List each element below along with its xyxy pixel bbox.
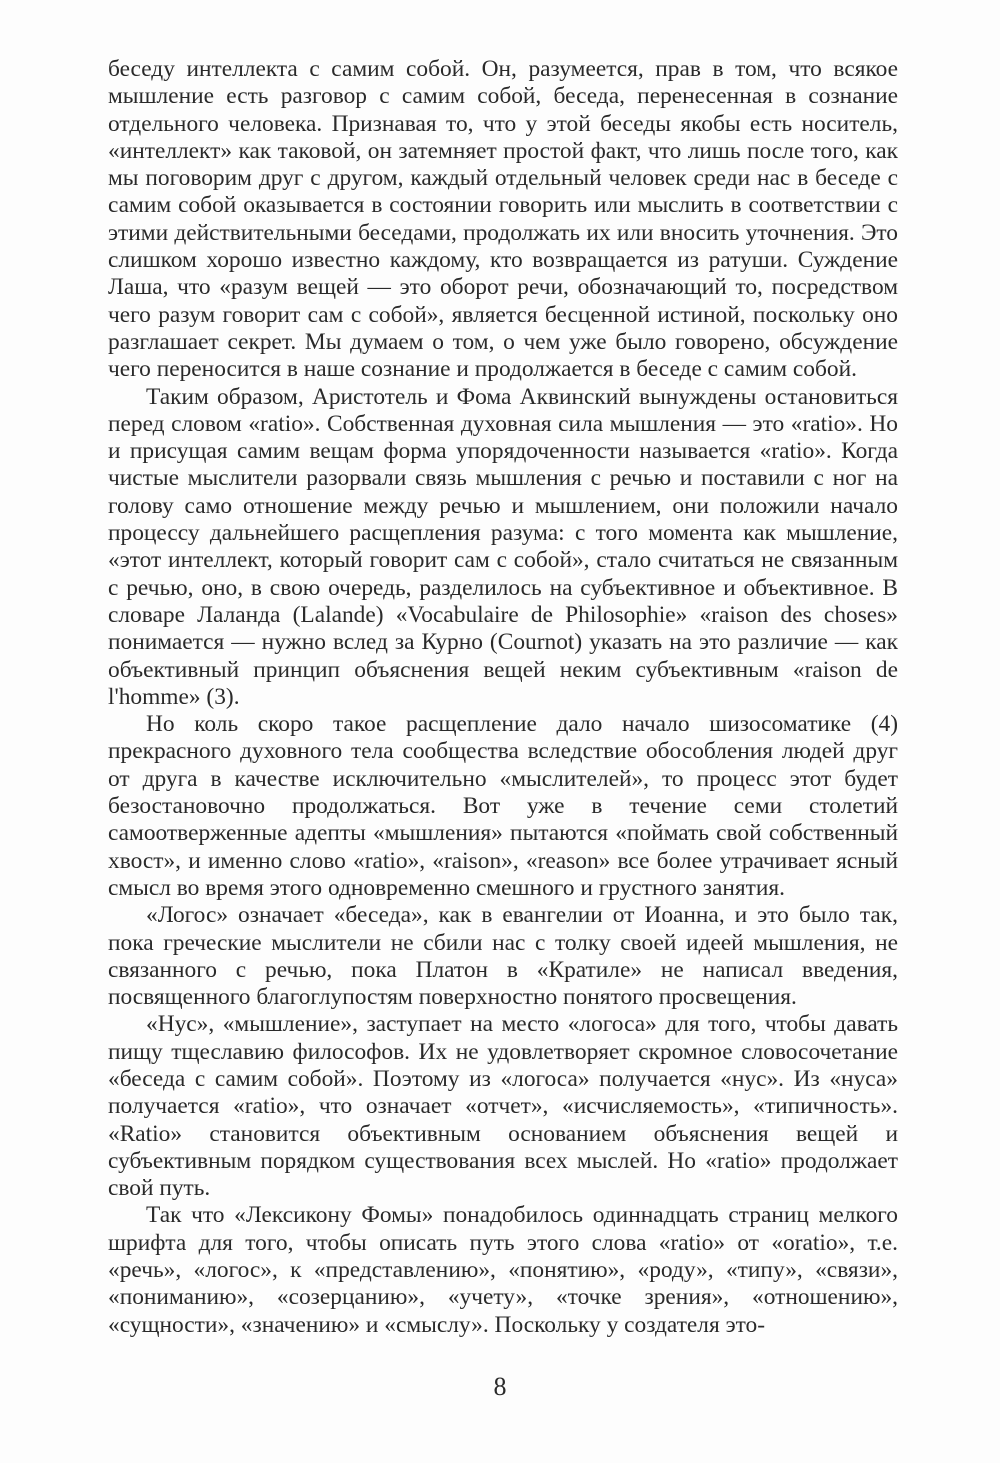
page-number: 8 [493,1372,507,1401]
paragraph-6: Так что «Лексикону Фомы» понадобилось одиннадцать страниц мелкого шрифта для того, чтобы описать путь этого слова «ratio» от «oratio», т.е. «речь», «логос», к «представлению», «понятию», «роду», «типу», «связи», «пониманию», «созерцанию», «учету», «точке зрения», «отношению», «сущности», «значению» и «смыслу». Поскольку у создателя это- [108,1202,898,1338]
body-text [108,56,898,1339]
paragraph-1: беседу интеллекта с самим собой. Он, разумеется, прав в том, что всякое мышление есть разговор с самим собой, беседа, перенесенная в сознание отдельного человека. Признавая то, что у этой беседы якобы есть носитель, «интеллект» как таковой, он затемняет простой факт, что лишь после того, как мы поговорим друг с другом, каждый отдельный человек среди нас в беседе с самим собой оказывается в состоянии говорить или мыслить в соответствии с этими действительными беседами, продолжать их или вносить уточнения. Это слишком хорошо известно каждому, кто возвращается из ратуши. Суждение Лаша, что «разум вещей — это оборот речи, обозначающий то, посредством чего разум говорит сам с собой», является бесценной истиной, поскольку оно разглашает секрет. Мы думаем о том, о чем уже было говорено, обсуждение чего переносится в наше сознание и продолжается в беседе с самим собой. [108,56,898,383]
paragraph-3: Но коль скоро такое расщепление дало начало шизосоматике (4) прекрасного духовного тела сообщества вследствие обособления людей друг от друга в качестве исключительно «мыслителей», то процесс этот будет безостановочно продолжаться. Вот уже в течение семи столетий самоотверженные адепты «мышления» пытаются «поймать свой собственный хвост», и именно слово «ratio», «raison», «reason» все более утрачивает ясный смысл во время этого одновременно смешного и грустного занятия. [108,711,898,901]
paragraph-2: Таким образом, Аристотель и Фома Аквинский вынуждены остановиться перед словом «ratio». Собственная духовная сила мышления — это «ratio». Но и присущая самим вещам форма упорядоченности называется «ratio». Когда чистые мыслители разорвали связь мышления с речью и поставили с ног на голову само отношение между речью и мышлением, они положили начало процессу дальнейшего расщепления разума: с того момента как мышление, «этот интеллект, который говорит сам с собой», стало считаться не связанным с речью, оно, в свою очередь, разделилось на субъективное и объективное. В словаре Лаланда (Lalande) «Vocabulaire de Philosophie» «raison des choses» понимается — нужно вслед за Курно (Cournot) указать на это различие — как объективный принцип объяснения вещей неким субъективным «raison de l'homme» (3). [108,383,898,710]
paragraph-4: «Логос» означает «беседа», как в евангелии от Иоанна, и это было так, пока греческие мыслители не сбили нас с толку своей идеей мышления, не связанного с речью, пока Платон в «Кратиле» не написал введения, посвященного благоглупостям поверхностно понятого просвещения. [108,902,898,1011]
paragraph-5: «Нус», «мышление», заступает на место «логоса» для того, чтобы давать пищу тщеславию философов. Их не удовлетворяет скромное словосочетание «беседа с самим собой». Поэтому из «логоса» получается «нус». Из «нуса» получается «ratio», что означает «отчет», «исчисляемость», «типичность». «Ratio» становится объективным основанием объяснения вещей и субъективным порядком существования всех мыслей. Но «ratio» продолжает свой путь. [108,1011,898,1202]
